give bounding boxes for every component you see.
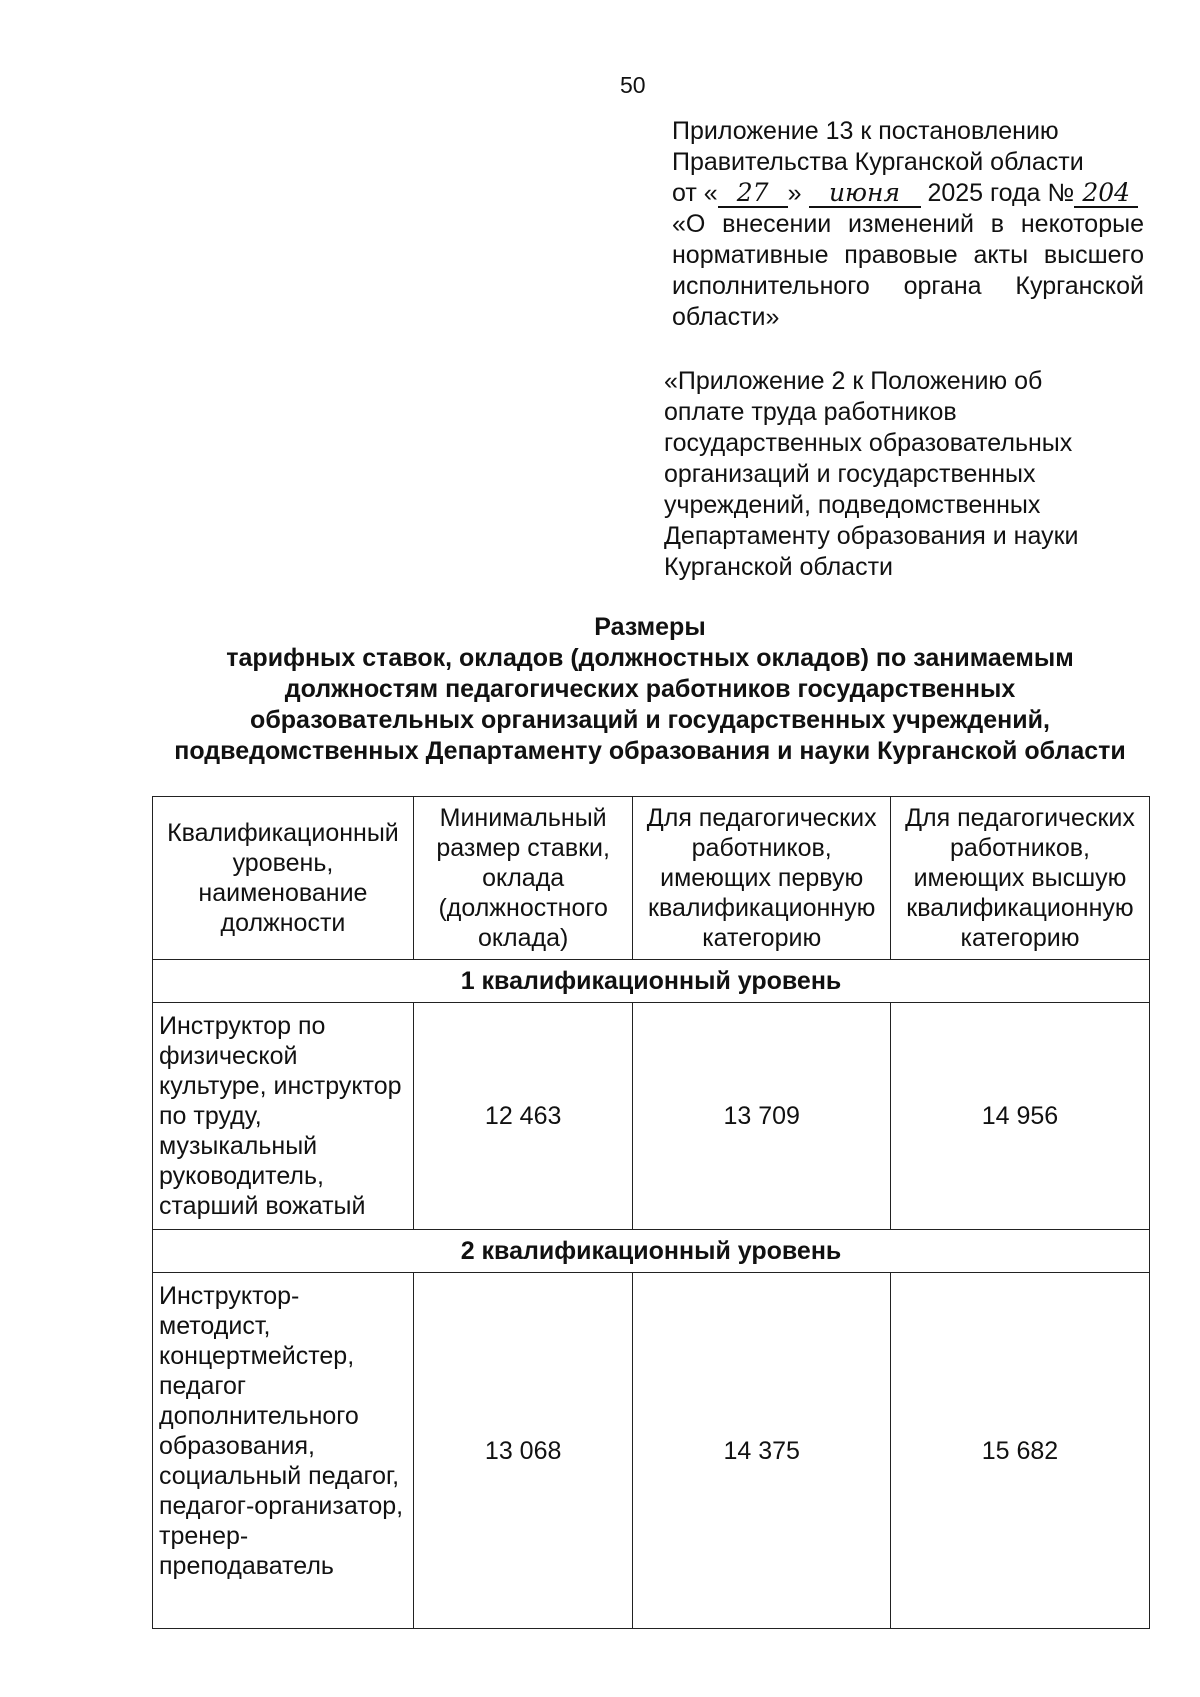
highest-category-cell: 14 956 xyxy=(890,1003,1149,1230)
position-cell: Инструктор по физической культуре, инструктор по труду, музыкальный руководитель, старший вожатый xyxy=(153,1003,414,1230)
min-salary-cell: 13 068 xyxy=(413,1273,633,1629)
title-line: образовательных организаций и государственных учреждений, xyxy=(250,706,1050,734)
position-cell: Инструктор-методист, концертмейстер, педагог дополнительного образования, социальный педагог, педагог-организатор, тренер-преподаватель xyxy=(153,1273,414,1629)
appendix-line-5: нормативные правовые акты высшего xyxy=(672,241,1144,269)
annex-line: организаций и государственных xyxy=(664,460,1036,488)
annex-line: «Приложение 2 к Положению об xyxy=(664,367,1043,395)
handwritten-doc-number: 204 xyxy=(1074,180,1138,208)
title-line: должностям педагогических работников государственных xyxy=(284,675,1016,703)
table-row xyxy=(153,1003,1150,1230)
date-year: 2025 года № xyxy=(927,179,1075,207)
level-row xyxy=(153,960,1150,1003)
level-label: 1 квалификационный уровень xyxy=(153,960,1150,1003)
appendix-line-2: Правительства Курганской области xyxy=(672,148,1084,176)
annex-line: Департаменту образования и науки xyxy=(664,522,1079,550)
table-row xyxy=(153,1273,1150,1629)
handwritten-month: июня xyxy=(809,180,921,208)
appendix-line-1: Приложение 13 к постановлению xyxy=(672,117,1059,145)
appendix-line-6: исполнительного органа Курганской xyxy=(672,272,1144,300)
first-category-cell: 13 709 xyxy=(633,1003,891,1230)
annex-line: учреждений, подведомственных xyxy=(664,491,1041,519)
level-label: 2 квалификационный уровень xyxy=(153,1230,1150,1273)
level-row xyxy=(153,1230,1150,1273)
first-category-cell: 14 375 xyxy=(633,1273,891,1629)
handwritten-day: 27 xyxy=(718,180,788,208)
date-prefix: от « xyxy=(672,179,718,207)
appendix-line-4: «О внесении изменений в некоторые xyxy=(672,210,1144,238)
highest-category-cell: 15 682 xyxy=(890,1273,1149,1629)
annex-line: Курганской области xyxy=(664,553,894,581)
table-header-row xyxy=(153,797,1150,960)
min-salary-cell: 12 463 xyxy=(413,1003,633,1230)
header-position: Квалификационный уровень, наименование должности xyxy=(153,797,414,960)
title-line: Размеры xyxy=(594,613,706,641)
document-title xyxy=(140,612,1160,767)
appendix-header xyxy=(672,116,1144,333)
annex-header xyxy=(664,366,1124,583)
title-line: тарифных ставок, окладов (должностных окладов) по занимаемым xyxy=(226,644,1074,672)
page-number: 50 xyxy=(620,72,646,98)
appendix-line-7: области» xyxy=(672,303,780,331)
salary-table xyxy=(152,796,1150,1629)
appendix-date-line xyxy=(672,178,1144,209)
title-line: подведомственных Департаменту образования и науки Курганской области xyxy=(174,737,1126,765)
annex-line: оплате труда работников xyxy=(664,398,957,426)
header-first-category: Для педагогических работников, имеющих первую квалификационную категорию xyxy=(633,797,891,960)
date-mid: » xyxy=(787,179,802,207)
annex-line: государственных образовательных xyxy=(664,429,1073,457)
header-highest-category: Для педагогических работников, имеющих высшую квалификационную категорию xyxy=(890,797,1149,960)
header-min-salary: Минимальный размер ставки, оклада (должностного оклада) xyxy=(413,797,633,960)
